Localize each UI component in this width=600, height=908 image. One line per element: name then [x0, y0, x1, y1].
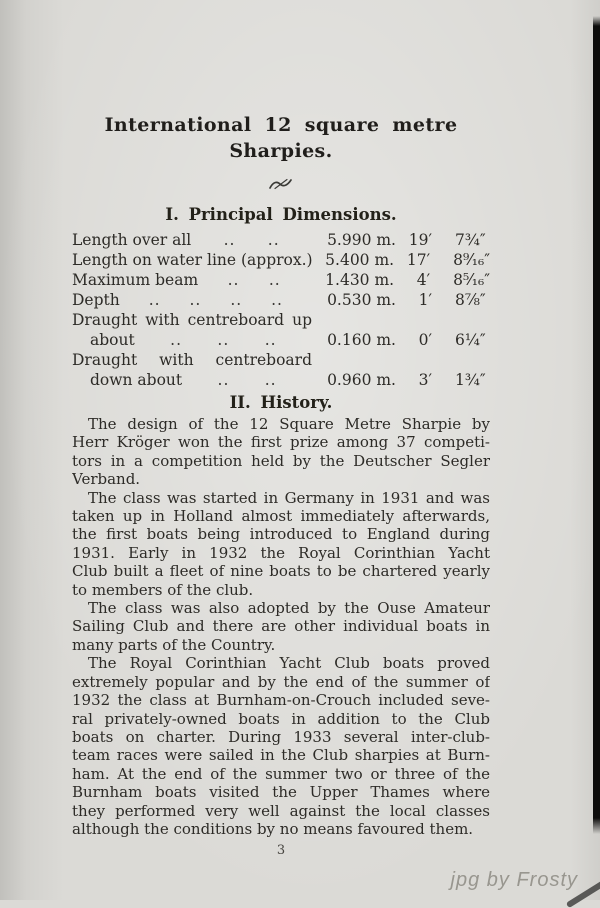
- metric-value: 0.160 m.: [327, 331, 396, 349]
- text-line: tors in a competition held by the Deutscher Segler: [72, 451, 490, 470]
- dimensions-table: [72, 230, 490, 390]
- history-paragraph: [72, 599, 490, 654]
- dimension-row: [72, 310, 490, 330]
- text-line: Club built a fleet of nine boats to be chartered yearly: [72, 562, 490, 581]
- text-line: many parts of the Country.: [72, 635, 276, 654]
- dimension-label: down about: [90, 371, 183, 389]
- history-paragraph: [72, 415, 490, 489]
- metric-value: 5.400 m.: [325, 251, 395, 269]
- text-line: the first boats being introduced to England during: [72, 525, 490, 544]
- section-divider-ornament-icon: [72, 176, 490, 194]
- feet-value: 3′: [418, 371, 432, 389]
- text-line: extremely popular and by the end of the summer of: [72, 672, 490, 691]
- leader-dots: .. ..: [227, 271, 281, 289]
- metric-value: 5.990 m.: [327, 231, 396, 249]
- leader-dots: .. ..: [217, 371, 277, 389]
- dimension-label-cell: [72, 330, 312, 350]
- text-line: they performed very well against the local classes: [72, 801, 490, 820]
- text-line: The class was started in Germany in 1931 and was: [88, 488, 490, 507]
- text-line: taken up in Holland almost immediately afterwards,: [72, 507, 490, 526]
- page-number: 3: [276, 843, 286, 859]
- inches-value: 8⅞″: [455, 291, 486, 309]
- dimension-label-cell: [72, 230, 312, 250]
- text-line: to members of the club.: [72, 580, 254, 599]
- feet-value: 17′: [406, 251, 431, 269]
- dimension-label-cell: [72, 370, 312, 390]
- dimensions-heading: I. Principal Dimensions.: [165, 205, 397, 224]
- inches-value: 8⁹⁄₁₆″: [453, 251, 490, 269]
- page-content: [72, 0, 490, 858]
- inches-value: 1¾″: [455, 371, 486, 389]
- text-line: although the conditions by no means favoured them.: [72, 819, 474, 838]
- metric-value: 1.430 m.: [325, 271, 395, 289]
- dimension-label: about: [90, 331, 135, 349]
- metric-value: 0.530 m.: [327, 291, 396, 309]
- text-line: 1932 the class at Burnham-on-Crouch included seve-: [72, 691, 490, 710]
- dimension-row: [72, 230, 490, 250]
- dimension-label: Draught with centreboard: [72, 351, 312, 369]
- feet-value: 1′: [418, 291, 432, 309]
- text-line: The Royal Corinthian Yacht Club boats proved: [88, 654, 490, 673]
- dimension-label: Maximum beam: [72, 271, 199, 289]
- history-heading: II. History.: [229, 393, 333, 412]
- dimension-label-cell: [72, 290, 312, 310]
- inches-value: 7¾″: [455, 231, 486, 249]
- dimension-row: [72, 370, 490, 390]
- feet-value: 4′: [416, 271, 431, 289]
- text-line: Sailing Club and there are other individual boats in: [72, 617, 490, 636]
- metric-value: 0.960 m.: [327, 371, 396, 389]
- feet-value: 0′: [418, 331, 432, 349]
- scan-edge-shadow: [593, 16, 600, 834]
- page-title: International 12 square metre Sharpies.: [104, 114, 458, 162]
- dimension-label: Depth: [72, 291, 120, 309]
- feet-value: 19′: [408, 231, 432, 249]
- text-line: 1931. Early in 1932 the Royal Corinthian Yacht: [72, 543, 490, 562]
- text-line: The class was also adopted by the Ouse Amateur: [88, 599, 490, 618]
- dimension-label-cell: [72, 310, 312, 330]
- leader-dots: .. .. ..: [170, 331, 277, 349]
- text-line: Burnham boats visited the Upper Thames where: [72, 783, 490, 802]
- leader-dots: .. .. .. ..: [148, 291, 283, 309]
- text-line: boats on charter. During 1933 several inter-club-: [72, 727, 490, 746]
- inches-value: 6¼″: [455, 331, 486, 349]
- inches-value: 8⁵⁄₁₆″: [453, 271, 490, 289]
- text-line: Verband.: [72, 470, 141, 489]
- text-line: ham. At the end of the summer two or three of the: [72, 764, 490, 783]
- text-line: Herr Kröger won the first prize among 37 competi-: [72, 433, 490, 452]
- dimension-label: Length on water line (approx.): [72, 251, 313, 269]
- text-line: The design of the 12 Square Metre Sharpie by: [88, 415, 490, 433]
- dimension-row: [72, 350, 490, 370]
- watermark: jpg by Frosty: [450, 869, 578, 891]
- dimension-label-cell: [72, 350, 312, 370]
- dimension-label-cell: [72, 270, 310, 290]
- history-paragraph: [72, 654, 490, 838]
- history-paragraph: [72, 489, 490, 599]
- dimension-row: [72, 250, 490, 270]
- history-section: [72, 415, 490, 838]
- dimension-row: [72, 270, 490, 290]
- dimension-row: [72, 290, 490, 310]
- text-line: ral privately-owned boats in addition to the Club: [72, 709, 490, 728]
- dimension-label: Length over all: [72, 231, 192, 249]
- text-line: team races were sailed in the Club sharpies at Burn-: [72, 746, 490, 765]
- dimension-label: Draught with centreboard up: [72, 311, 312, 329]
- dimension-label-cell: [72, 250, 313, 270]
- dimension-row: [72, 330, 490, 350]
- leader-dots: .. ..: [223, 231, 280, 249]
